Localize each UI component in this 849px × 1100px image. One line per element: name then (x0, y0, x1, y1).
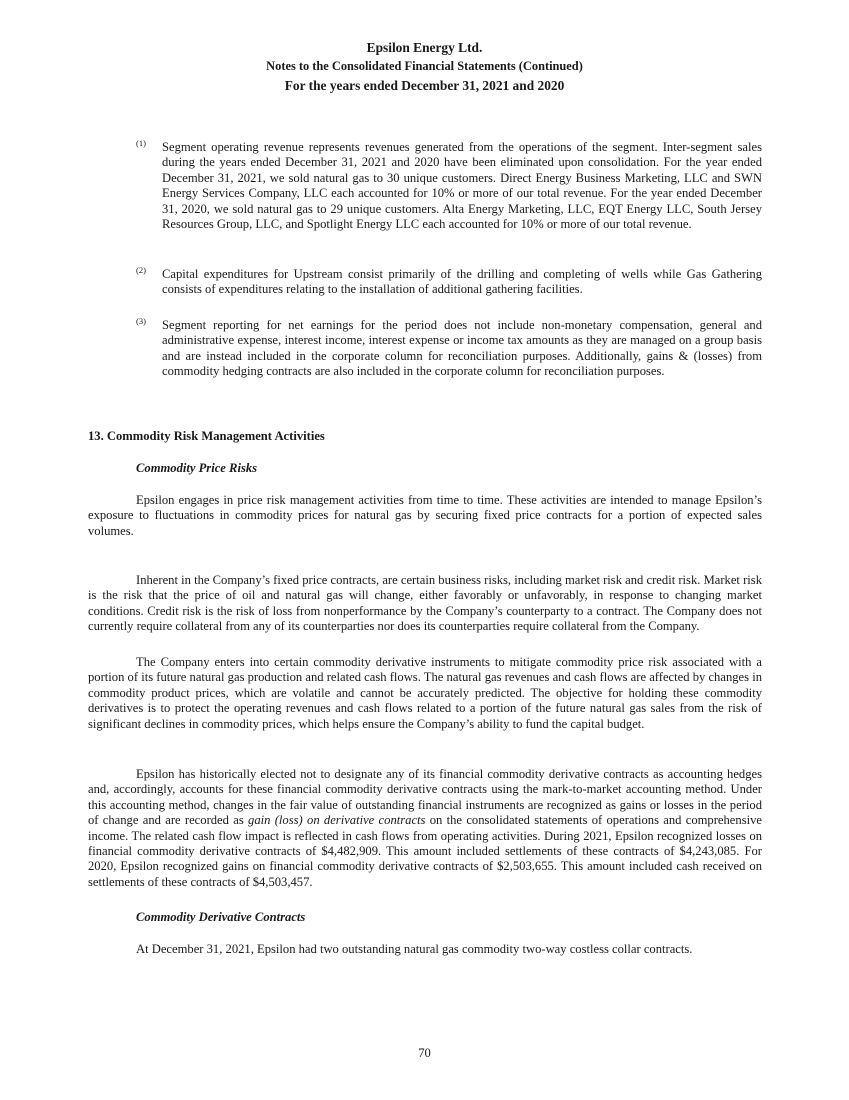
footnote-marker: (1) (136, 138, 146, 148)
paragraph-5: At December 31, 2021, Epsilon had two outstanding natural gas commodity two-way costless collar contracts. (136, 942, 693, 956)
company-name: Epsilon Energy Ltd. (366, 40, 483, 55)
paragraph-3: The Company enters into certain commodity derivative instruments to mitigate commodity price risk associated with a portion of its future natural gas production and related cash flows. The natural gas revenues and cash flows are affected by changes in commodity product prices, which are volatile and cannot be accurately predicted. The objective for holding these commodity derivatives is to protect the operating revenues and cash flows related to a portion of the future natural gas sales from the risk of significant declines in commodity prices, which helps ensure the Company’s ability to fund the capital budget. (88, 655, 762, 731)
page-header (0, 38, 849, 95)
paragraph-1: Epsilon engages in price risk management activities from time to time. These activities are intended to manage Epsilon’s exposure to fluctuations in commodity prices for natural gas by securing fixed price contracts for a portion of expected sales volumes. (88, 493, 762, 538)
subheading-price-risks: Commodity Price Risks (136, 461, 258, 475)
subheading-derivative-contracts: Commodity Derivative Contracts (136, 910, 306, 924)
footnote-2 (136, 267, 762, 298)
paragraph-4 (88, 767, 762, 890)
paragraph-4-text-b: on the consolidated statements of operations and comprehensive income. The related cash flow impact is reflected in cash flows from operating activities. During 2021, Epsilon recognized losses on financial commodity derivative contracts of $4,482,909. This amount included settlements of these contracts of $4,243,085. For 2020, Epsilon recognized gains on financial commodity derivative contracts of $2,503,655. This amount included cash received on settlements of these contracts of $4,503,457. (88, 813, 762, 889)
paragraph-2: Inherent in the Company’s fixed price contracts, are certain business risks, including market risk and credit risk. Market risk is the risk that the price of oil and natural gas will change, either favorably or unfavorably, in response to changing market conditions. Credit risk is the risk of loss from nonperformance by the Company’s counterparty to a contract. The Company does not currently require collateral from any of its counterparties nor does its counterparties require collateral from the Company. (88, 573, 762, 634)
footnote-marker: (2) (136, 265, 146, 275)
paragraph-4-text-a: Epsilon has historically elected not to designate any of its financial commodity derivative contracts as accounting hedges and, accordingly, accounts for these financial commodity derivative contracts using the mark-to-market accounting method. Under this accounting method, changes in the fair value of outstanding financial instruments are recognized as gains or losses in the period of change and are recorded as (88, 767, 762, 828)
page-number: 70 (418, 1046, 431, 1060)
footnote-3 (136, 318, 762, 380)
paragraph-4-emphasis: gain (loss) on derivative contracts (248, 813, 426, 828)
header-period: For the years ended December 31, 2021 and 2020 (284, 78, 565, 93)
header-subtitle: Notes to the Consolidated Financial Statements (Continued) (266, 59, 583, 73)
footnote-marker: (3) (136, 316, 146, 326)
footnote-text: Segment reporting for net earnings for the period does not include non-monetary compensation, general and administrative expense, interest income, interest expense or income tax amounts as they are managed on a group basis and are instead included in the corporate column for reconciliation purposes. Additionally, gains & (losses) from commodity hedging contracts are also included in the corporate column for reconciliation purposes. (162, 318, 762, 379)
section-title: 13. Commodity Risk Management Activities (88, 429, 325, 443)
footnote-text: Segment operating revenue represents revenues generated from the operations of the segment. Inter-segment sales during the years ended December 31, 2021 and 2020 have been eliminated upon consolidation. For the year ended December 31, 2021, we sold natural gas to 30 unique customers. Direct Energy Business Marketing, LLC and SWN Energy Services Company, LLC each accounted for 10% or more of our total revenue. For the year ended December 31, 2020, we sold natural gas to 29 unique customers. Alta Energy Marketing, LLC, EQT Energy LLC, South Jersey Resources Group, LLC, and Spotlight Energy LLC each accounted for 10% or more of our total revenue. (162, 140, 762, 232)
footnote-text: Capital expenditures for Upstream consist primarily of the drilling and completing of wells while Gas Gathering consists of expenditures relating to the installation of additional gathering facilities. (162, 267, 762, 297)
footnote-1 (136, 140, 762, 232)
